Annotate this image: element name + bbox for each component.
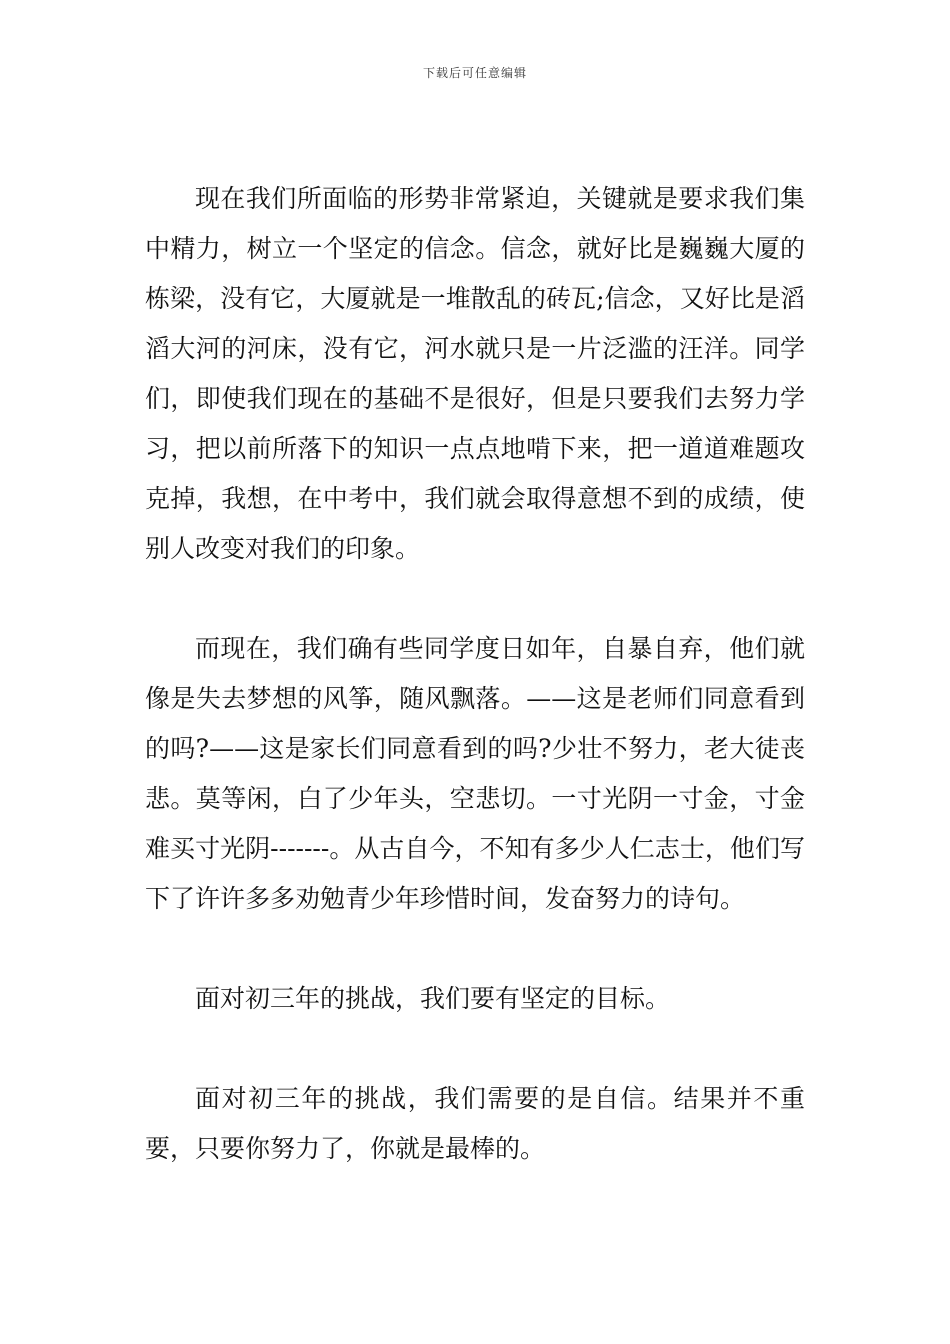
page-header: 下载后可任意编辑 <box>422 66 527 80</box>
paragraph-1: 现在我们所面临的形势非常紧迫，关键就是要求我们集中精力，树立一个坚定的信念。信念，就好比是巍巍大厦的栋梁，没有它，大厦就是一堆散乱的砖瓦;信念，又好比是滔滔大河的河床，没有它，河水就只是一片泛滥的汪洋。同学们，即使我们现在的基础不是很好，但是只要我们去努力学习，把以前所落下的知识一点点地啃下来，把一道道难题攻克掉，我想，在中考中，我们就会取得意想不到的成绩，使别人改变对我们的印象。 <box>145 184 805 563</box>
paragraph-2: 而现在，我们确有些同学度日如年，自暴自弃，他们就像是失去梦想的风筝，随风飘落。——这是老师们同意看到的吗?——这是家长们同意看到的吗?少壮不努力，老大徒丧悲。莫等闲，白了少年头，空悲切。一寸光阴一寸金，寸金难买寸光阴-------。从古自今，不知有多少人仁志士，他们写下了许许多多劝勉青少年珍惜时间，发奋努力的诗句。 <box>145 634 805 913</box>
document-body <box>145 174 805 1174</box>
paragraph-3: 面对初三年的挑战，我们要有坚定的目标。 <box>195 984 671 1013</box>
paragraph-4: 面对初三年的挑战，我们需要的是自信。结果并不重要，只要你努力了，你就是最棒的。 <box>145 1084 805 1163</box>
